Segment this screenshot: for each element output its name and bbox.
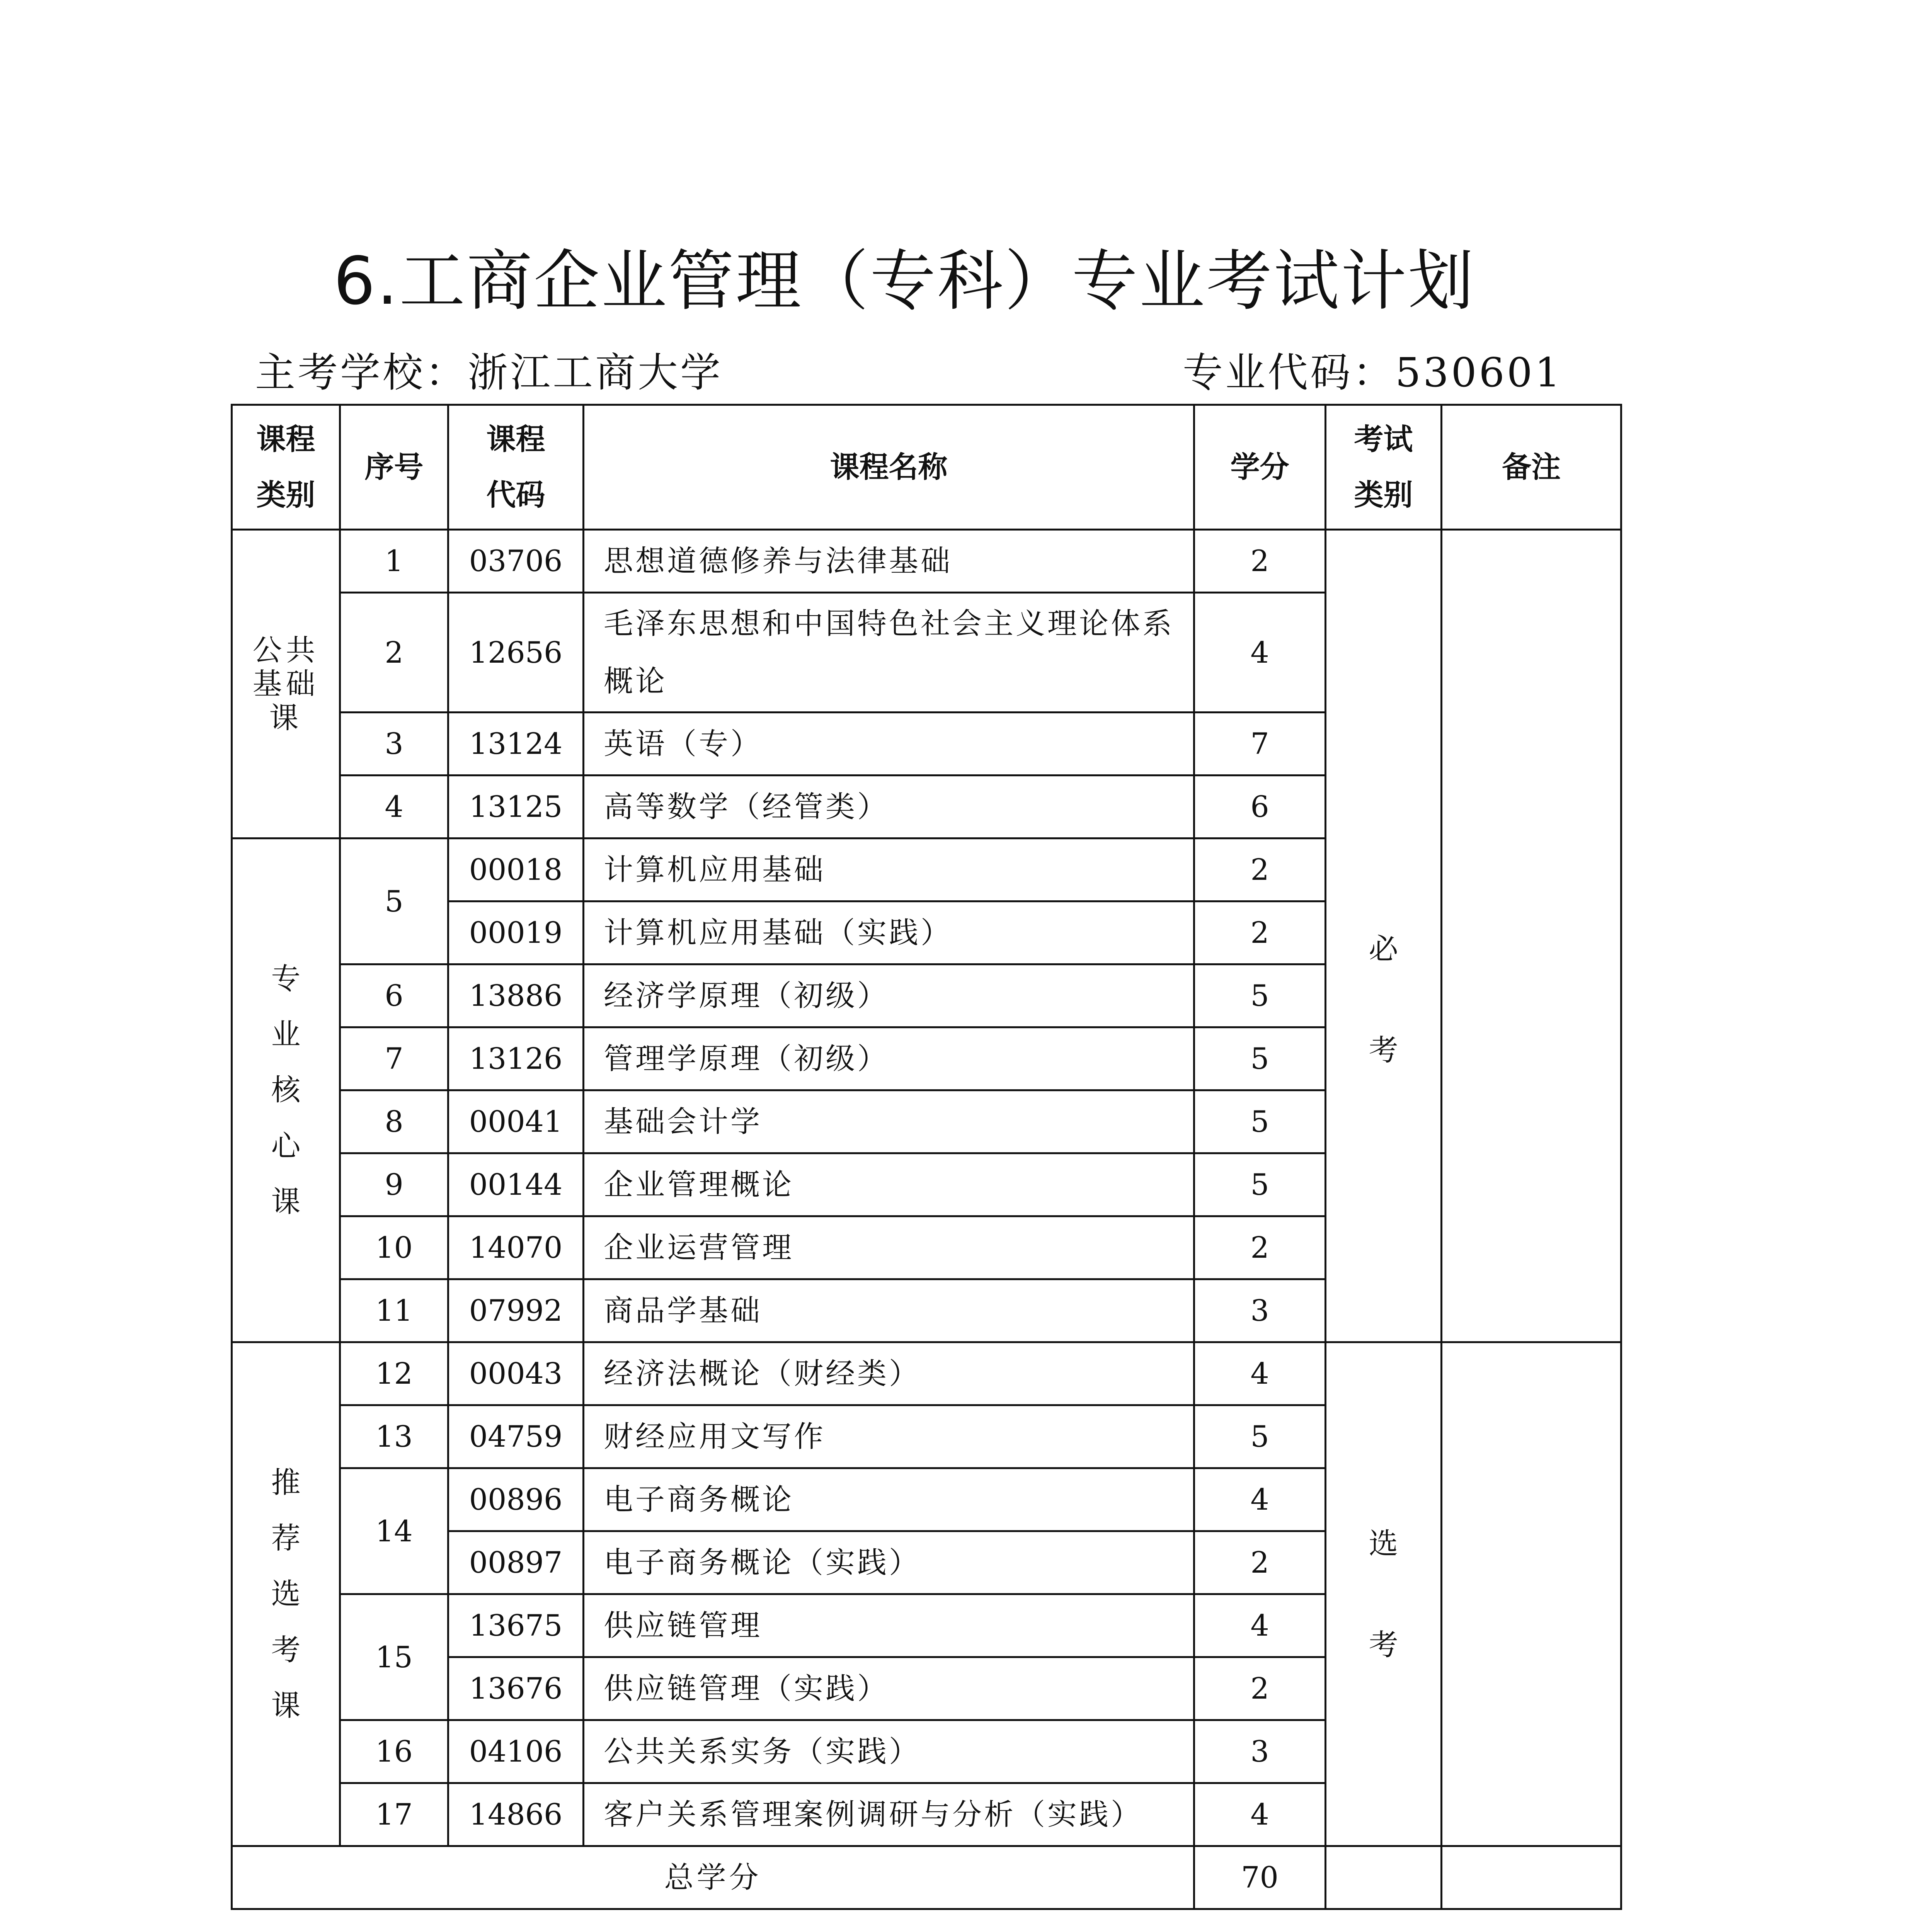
cell-name: 高等数学（经管类） <box>584 776 1194 838</box>
cell-name: 供应链管理（实践） <box>584 1657 1194 1720</box>
cell-credit: 2 <box>1194 1531 1326 1594</box>
cell-name: 思想道德修养与法律基础 <box>584 530 1194 593</box>
cell-credit: 2 <box>1194 838 1326 901</box>
note-1 <box>247 1926 1623 1932</box>
cell-name: 电子商务概论（实践） <box>584 1531 1194 1594</box>
cell-credit: 7 <box>1194 713 1326 776</box>
total-value: 70 <box>1194 1846 1326 1909</box>
cell-name: 经济学原理（初级） <box>584 964 1194 1027</box>
cell-credit: 4 <box>1194 1594 1326 1657</box>
cell-code: 14866 <box>448 1783 584 1846</box>
cell-seq: 2 <box>340 593 448 713</box>
cell-credit: 5 <box>1194 1153 1326 1216</box>
cell-seq: 17 <box>340 1783 448 1846</box>
cell-seq: 15 <box>340 1594 448 1720</box>
cell-code: 13125 <box>448 776 584 838</box>
total-row <box>232 1846 1621 1909</box>
cell-name: 企业运营管理 <box>584 1216 1194 1279</box>
cell-credit: 2 <box>1194 1216 1326 1279</box>
cell-seq: 5 <box>340 838 448 964</box>
cell-name: 计算机应用基础（实践） <box>584 901 1194 964</box>
cell-name: 管理学原理（初级） <box>584 1027 1194 1090</box>
cell-seq: 16 <box>340 1720 448 1783</box>
cell-credit: 4 <box>1194 593 1326 713</box>
cell-code: 13886 <box>448 964 584 1027</box>
category-elective: 推荐选考课 <box>232 1342 340 1846</box>
table-row <box>232 530 1621 593</box>
notes <box>247 1926 1623 1932</box>
header-remark: 备注 <box>1442 405 1621 530</box>
cell-name: 计算机应用基础 <box>584 838 1194 901</box>
cell-credit: 2 <box>1194 901 1326 964</box>
header-name: 课程名称 <box>584 405 1194 530</box>
cell-code: 07992 <box>448 1279 584 1342</box>
cell-name: 公共关系实务（实践） <box>584 1720 1194 1783</box>
cell-seq: 8 <box>340 1090 448 1153</box>
header-exam-type: 考试 类别 <box>1326 405 1442 530</box>
cell-seq: 12 <box>340 1342 448 1405</box>
cell-code: 00043 <box>448 1342 584 1405</box>
major-code: 专业代码：530601 <box>1183 349 1563 396</box>
header-seq: 序号 <box>340 405 448 530</box>
table-row <box>232 1342 1621 1405</box>
cell-name: 商品学基础 <box>584 1279 1194 1342</box>
table-header-row <box>232 405 1621 530</box>
header-credit: 学分 <box>1194 405 1326 530</box>
cell-code: 13126 <box>448 1027 584 1090</box>
cell-name: 财经应用文写作 <box>584 1405 1194 1468</box>
cell-credit: 4 <box>1194 1783 1326 1846</box>
cell-credit: 5 <box>1194 964 1326 1027</box>
cell-credit: 4 <box>1194 1342 1326 1405</box>
cell-credit: 6 <box>1194 776 1326 838</box>
page-title: 6.工商企业管理（专科）专业考试计划 <box>333 243 1476 320</box>
cell-credit: 5 <box>1194 1405 1326 1468</box>
cell-code: 12656 <box>448 593 584 713</box>
exam-plan-table <box>231 404 1622 1910</box>
cell-credit: 2 <box>1194 1657 1326 1720</box>
cell-credit: 3 <box>1194 1279 1326 1342</box>
exam-type-required: 必 考 <box>1326 530 1442 1342</box>
cell-name: 电子商务概论 <box>584 1468 1194 1531</box>
cell-seq: 6 <box>340 964 448 1027</box>
cell-code: 00041 <box>448 1090 584 1153</box>
category-core: 专业核心课 <box>232 838 340 1342</box>
cell-name: 经济法概论（财经类） <box>584 1342 1194 1405</box>
cell-seq: 9 <box>340 1153 448 1216</box>
cell-seq: 11 <box>340 1279 448 1342</box>
cell-seq: 14 <box>340 1468 448 1594</box>
exam-type-elective: 选 考 <box>1326 1342 1442 1846</box>
cell-name: 毛泽东思想和中国特色社会主义理论体系概论 <box>584 593 1194 713</box>
cell-code: 00896 <box>448 1468 584 1531</box>
total-remark <box>1442 1846 1621 1909</box>
cell-code: 04759 <box>448 1405 584 1468</box>
cell-code: 00019 <box>448 901 584 964</box>
total-exam-type <box>1326 1846 1442 1909</box>
host-school: 主考学校：浙江工商大学 <box>255 349 723 396</box>
cell-code: 00897 <box>448 1531 584 1594</box>
cell-seq: 3 <box>340 713 448 776</box>
cell-credit: 5 <box>1194 1090 1326 1153</box>
cell-code: 00144 <box>448 1153 584 1216</box>
remark-cell <box>1442 530 1621 1342</box>
cell-name: 客户关系管理案例调研与分析（实践） <box>584 1783 1194 1846</box>
remark-cell <box>1442 1342 1621 1846</box>
cell-seq: 7 <box>340 1027 448 1090</box>
cell-credit: 2 <box>1194 530 1326 593</box>
cell-seq: 1 <box>340 530 448 593</box>
cell-credit: 5 <box>1194 1027 1326 1090</box>
cell-code: 13676 <box>448 1657 584 1720</box>
cell-seq: 10 <box>340 1216 448 1279</box>
cell-code: 04106 <box>448 1720 584 1783</box>
cell-credit: 3 <box>1194 1720 1326 1783</box>
cell-name: 基础会计学 <box>584 1090 1194 1153</box>
cell-credit: 4 <box>1194 1468 1326 1531</box>
total-label: 总学分 <box>232 1846 1194 1909</box>
cell-code: 13675 <box>448 1594 584 1657</box>
header-category: 课程 类别 <box>232 405 340 530</box>
cell-name: 供应链管理 <box>584 1594 1194 1657</box>
cell-seq: 4 <box>340 776 448 838</box>
cell-code: 00018 <box>448 838 584 901</box>
header-code: 课程 代码 <box>448 405 584 530</box>
cell-code: 03706 <box>448 530 584 593</box>
category-public: 公共 基础 课 <box>232 530 340 838</box>
cell-name: 企业管理概论 <box>584 1153 1194 1216</box>
cell-name: 英语（专） <box>584 713 1194 776</box>
cell-code: 13124 <box>448 713 584 776</box>
cell-code: 14070 <box>448 1216 584 1279</box>
cell-seq: 13 <box>340 1405 448 1468</box>
